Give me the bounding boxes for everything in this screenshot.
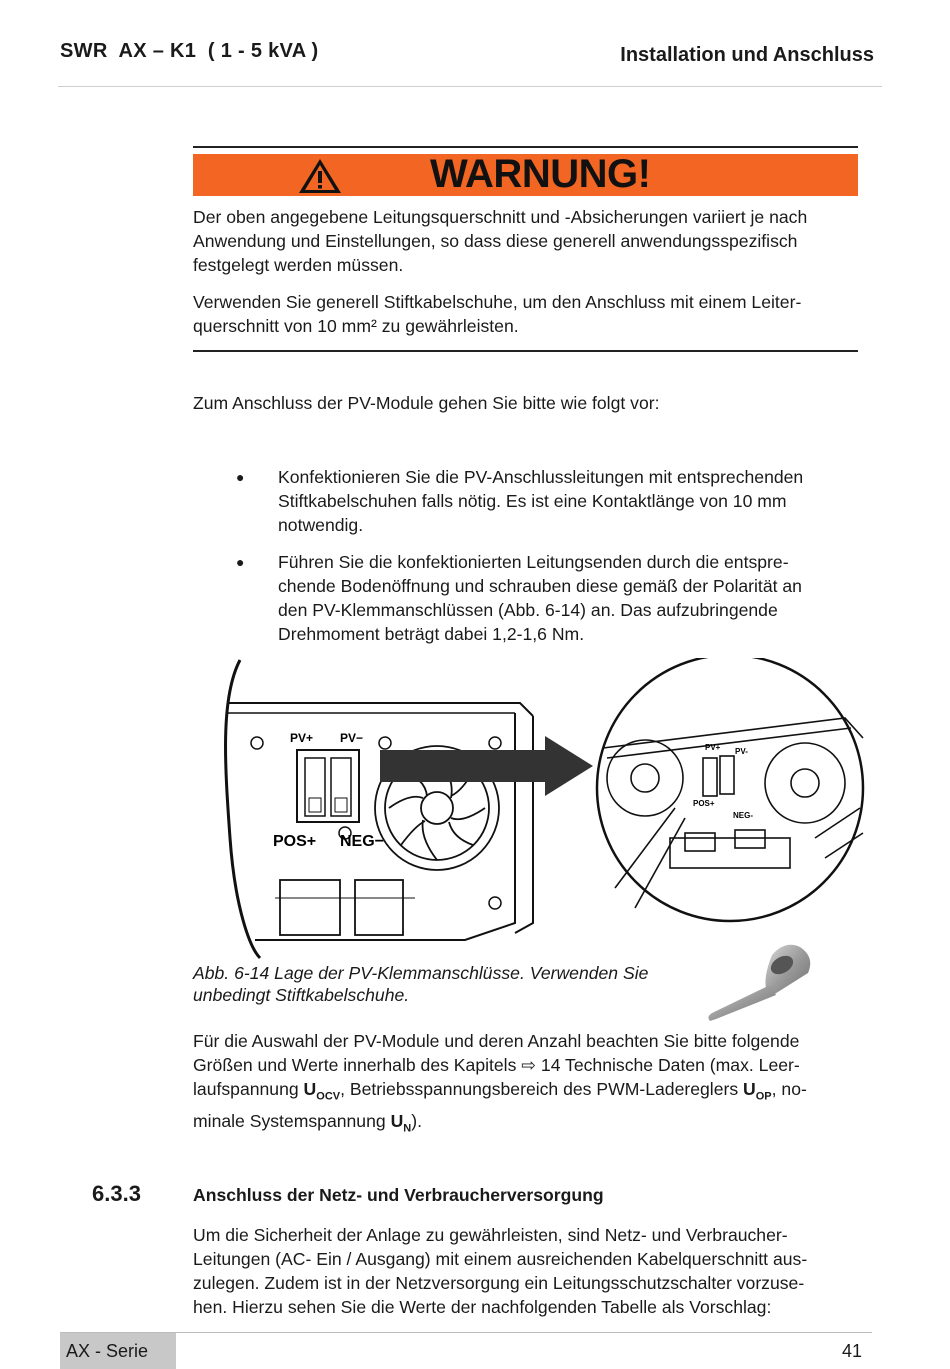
warning-bottom-rule [193, 350, 858, 352]
pos-small-label: POS+ [693, 799, 715, 808]
pos-label: POS+ [273, 833, 317, 850]
section-title: Anschluss der Netz- und Verbraucherversorgung [193, 1185, 604, 1205]
u-ocv-symbol: $U_{OCV}$ [303, 1079, 341, 1103]
pv-plus-small-label: PV+ [705, 743, 721, 752]
bullet-item-2: Führen Sie die konfektionierten Leitungsenden durch die entspre- chende Bodenöffnung und schrauben diese gemäß der Polarität an den PV-Klemmanschlüssen (Abb. 6-14) an. Das aufzubringende Drehmoment beträgt dabei 1,2-1,6 Nm. [278, 552, 802, 644]
warning-title: WARNUNG! [430, 152, 651, 196]
u-n-symbol: $U_N$ [390, 1110, 412, 1135]
pv-plus-label: PV+ [290, 731, 314, 745]
footer-divider [60, 1332, 872, 1333]
pin-cable-lug-image [700, 935, 820, 1025]
header-chapter-title: Installation und Anschluss [620, 44, 874, 66]
pv-minus-small-label: PV- [735, 747, 748, 756]
warning-paragraph-1: Der oben angegebene Leitungsquerschnitt und -Absicherungen variiert je nach Anwendung und Einstellungen, so dass diese generell anwendungsspezifisch festgelegt werden müssen. [193, 207, 808, 275]
page-number: 41 [841, 1341, 862, 1361]
bullet-marker: ● [236, 469, 245, 485]
warning-paragraph-2: Verwenden Sie generell Stiftkabelschuhe, um den Anschluss mit einem Leiter- querschnitt von 10 mm² zu gewährleisten. [193, 292, 802, 336]
neg-small-label: NEG- [733, 811, 753, 820]
pv-terminal-figure [215, 658, 870, 963]
footer-series-label: AX - Serie [66, 1341, 149, 1361]
section-number: 6.3.3 [92, 1181, 141, 1206]
intro-text: Zum Anschluss der PV-Module gehen Sie bitte wie folgt vor: [193, 393, 660, 413]
section-body: Um die Sicherheit der Anlage zu gewährleisten, sind Netz- und Verbraucher- Leitungen (AC- Ein / Ausgang) mit einem ausreichenden Kabelquerschnitt aus- zulegen. Zudem ist in der Netzversorgung ein Leitungsschutzschalter vorzuse- hen. Hierzu sehen Sie die Werte der nachfolgenden Tabelle als Vorschlag: [193, 1225, 808, 1317]
header-divider [58, 86, 882, 87]
header-doc-title: SWR AX – K1 ( 1 - 5 kVA ) [60, 40, 319, 62]
figure-caption: Abb. 6-14 Lage der PV-Klemmanschlüsse. Verwenden Sie unbedingt Stiftkabelschuhe. [193, 963, 649, 1005]
warning-triangle-icon [298, 158, 342, 194]
pv-minus-label: PV− [340, 731, 364, 745]
pv-selection-paragraph: Für die Auswahl der PV-Module und deren Anzahl beachten Sie bitte folgende Größen und Werte innerhalb des Kapitels ⇨ 14 Technische Daten (max. Leer- laufspannung $U_{OCV}$, Betriebsspannungsbereich des PWM-Ladereglers $U_{OP}$, no- minale Systemspannung $U_N$). [193, 1031, 807, 1135]
bullet-item-1: Konfektionieren Sie die PV-Anschlussleitungen mit entsprechenden Stiftkabelschuhen falls nötig. Es ist eine Kontaktlänge von 10 mm notwendig. [278, 467, 804, 535]
neg-label: NEG− [340, 833, 385, 850]
u-op-symbol: $U_{OP}$ [743, 1079, 772, 1103]
bullet-marker: ● [236, 554, 245, 570]
warning-top-rule [193, 146, 858, 148]
